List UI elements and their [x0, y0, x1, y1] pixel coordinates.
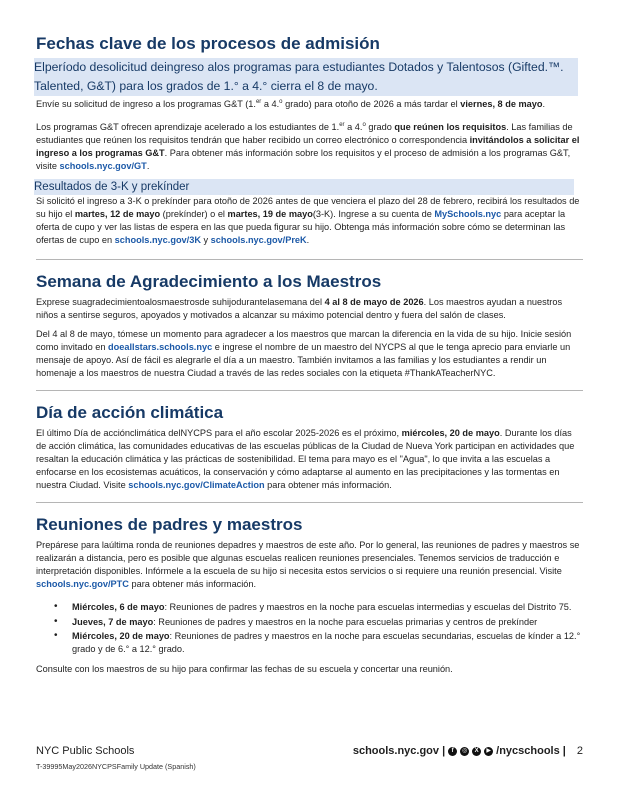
x-icon[interactable]: X [472, 747, 481, 756]
facebook-icon[interactable]: f [448, 747, 457, 756]
link-doeallstars[interactable]: doeallstars.schools.nyc [108, 342, 213, 353]
footer-code: T-39995May2026NYCPSFamily Update (Spanish) [36, 762, 196, 771]
link-climateaction[interactable]: schools.nyc.gov/ClimateAction [128, 480, 265, 491]
section-title-climatica: Día de acción climática [36, 403, 224, 423]
footer-links [353, 745, 583, 757]
paragraph: Del 4 al 8 de mayo, tómese un momento para agradecer a los maestros que marcan la diferencia en la vida de su hijo. Inicie sesión como invitado en doeallstars.schools.nyc e ingrese el nombre de un maestro del NYCPS al que le tenga aprecio para enviarle un mensaje de apoyo. Así de fácil es alegrarle el día a un maestro. También invitamos a las familias y los estudiantes a rendir un homenaje a los maestros de nuestra Ciudad a través de las redes sociales con la etiqueta #ThankATeacherNYC. [36, 329, 572, 379]
section-title-admisiones: Fechas clave de los procesos de admisión [36, 34, 380, 53]
divider [36, 390, 583, 391]
paragraph: Si solicitó el ingreso a 3-K o prekínder para otoño de 2026 antes de que venciera el plazo del 28 de febrero, recibirá los resultados de su hijo el martes, 12 de mayo (prekínder) o el martes, 19 de mayo(3-K). Ingrese a su cuenta de MySchools.nyc para aceptar la oferta de cupo y ver las listas de espera en las que pueda figurar su hijo. Obtenga más información sobre cómo se determinan las ofertas de cupo en schools.nyc.gov/3K y schools.nyc.gov/PreK. [36, 196, 580, 246]
link-myschools[interactable]: MySchools.nyc [434, 209, 502, 220]
page-content [36, 34, 583, 681]
closing-paragraph: Consulte con los maestros de su hijo para confirmar las fechas de su escuela y concertar una reunión. [36, 664, 453, 675]
link-3k[interactable]: schools.nyc.gov/3K [114, 235, 201, 246]
link-gt[interactable]: schools.nyc.gov/GT [59, 161, 147, 172]
youtube-icon[interactable]: ▶ [484, 747, 493, 756]
paragraph: Los programas G&T ofrecen aprendizaje acelerado a los estudiantes de 1.$^{er}$ a 4.$^o$ grado que reúnen los requisitos. Las familias de estudiantes que reúnen los requisitos tendrán que haber recibido un correo electrónico o correspondencia invitándolos a solicitar el ingreso a los programas G&T. Para obtener más información sobre los requisitos y el proceso de admisión a los programas G&T, visite schools.nyc.gov/GT. [36, 122, 580, 172]
link-prek[interactable]: schools.nyc.gov/PreK [210, 235, 307, 246]
paragraph: Exprese suagradecimientoalosmaestrosde suhijodurantelasemana del 4 al 8 de mayo de 2026. Los maestros ayudan a nuestros niños a sentirse seguros, apoyados y motivados a alcanzar su máximo potencial dentro y fuera del salón de clases. [36, 297, 563, 321]
paragraph: El último Día de acciónclimática delNYCPS para el año escolar 2025-2026 es el próximo, miércoles, 20 de mayo. Durante los días de acción climática, las comunidades educativas de las escuelas públicas de la Ciudad de Nueva York participan en actividades que resaltan la educación climática y las prácticas de sostenibilidad. El tema para mayo es el "Agua", lo que invita a las escuelas a enfocarse en los ecosistemas acuáticos, la conservación y cómo adaptarse al aumento en las precipitaciones y las tormentas en nuestra Ciudad. Visite schools.nyc.gov/ClimateAction para obtener más información. [36, 428, 575, 491]
meeting-dates-list [36, 601, 583, 655]
subsection-title-3k: Resultados de 3-K y prekínder [34, 179, 574, 195]
divider [36, 502, 583, 503]
divider [36, 259, 583, 260]
footer-site-link[interactable]: schools.nyc.gov | [352, 745, 446, 757]
list-item: • Miércoles, 6 de mayo: Reuniones de padres y maestros en la noche para escuelas intermedias y escuelas del Distrito 75. [36, 601, 583, 614]
page-number: 2 [576, 745, 583, 757]
footer-org: NYC Public Schools [36, 745, 135, 757]
paragraph: Prepárese para laúltima ronda de reuniones depadres y maestros de este año. Por lo general, las reuniones de padres y maestros se realizarán a distancia, pero es posible que algunas escuelas realicen reuniones presenciales. Tenemos servicios de traducción e interpretación disponibles. Infórmele a la escuela de su hijo si necesita estos servicios o si requiere una reunión presencial. Visite schools.nyc.gov/PTC para obtener más información. [36, 540, 580, 590]
list-item: • Jueves, 7 de mayo: Reuniones de padres y maestros en la noche para escuelas primarias y centros de prekínder [36, 616, 583, 629]
instagram-icon[interactable]: ◎ [462, 747, 468, 754]
link-ptc[interactable]: schools.nyc.gov/PTC [36, 579, 129, 590]
highlight-banner: Elperíodo desolicitud deingreso alos programas para estudiantes Dotados y Talentosos (Gifted.™. Talented, G&T) para los grados de 1.° a 4.° cierra el 8 de mayo. [34, 58, 578, 96]
list-item: • Miércoles, 20 de mayo: Reuniones de padres y maestros en la noche para escuelas secundarias, escuelas de kínder a 12.° grado y de 6.° a 12.° grado. [36, 630, 583, 655]
section-title-reuniones: Reuniones de padres y maestros [36, 515, 303, 535]
footer-handle[interactable]: /nycschools | [496, 745, 566, 757]
paragraph: Envíe su solicitud de ingreso a los programas G&T (1.$^{er}$ a 4.$^o$ grado) para otoño de 2026 a más tardar el viernes, 8 de mayo. [36, 99, 546, 110]
section-title-agradecimiento: Semana de Agradecimiento a los Maestros [36, 272, 382, 292]
